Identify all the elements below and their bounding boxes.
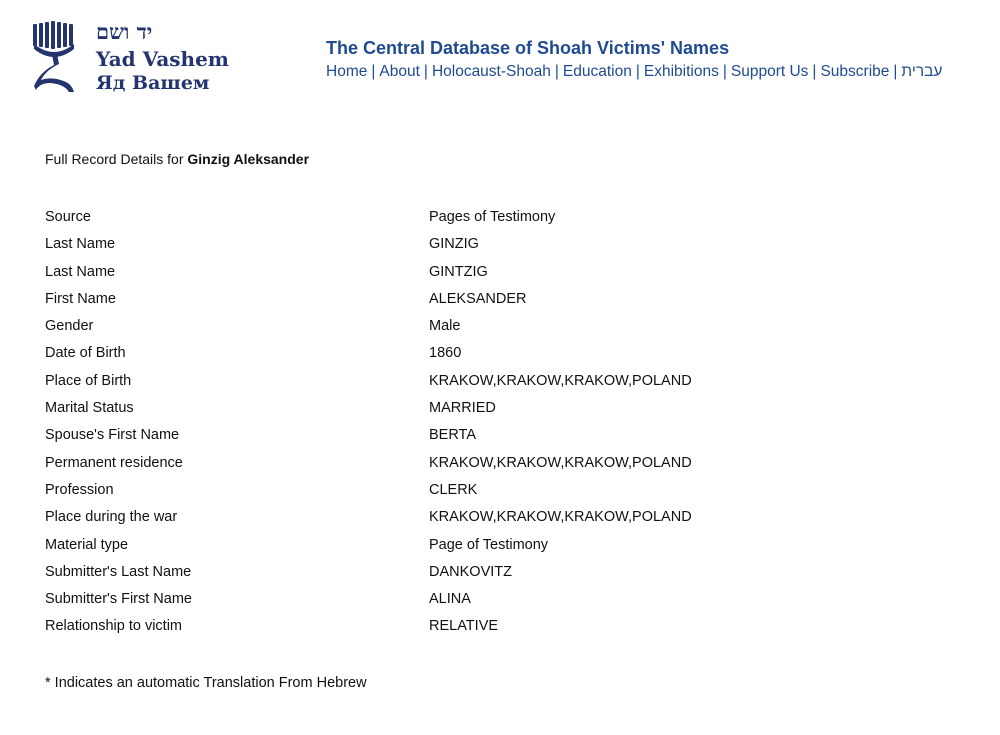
detail-value: RELATIVE bbox=[429, 618, 499, 635]
detail-row bbox=[45, 260, 805, 287]
detail-value: ALEKSANDER bbox=[429, 290, 527, 307]
top-nav bbox=[326, 63, 942, 81]
logo-hebrew-text: יד ושם bbox=[96, 19, 153, 44]
detail-row bbox=[45, 205, 805, 232]
detail-row bbox=[45, 478, 805, 505]
nav-link-education[interactable]: Education bbox=[562, 63, 632, 80]
detail-label: Date of Birth bbox=[45, 345, 126, 362]
nav-link-hebrew[interactable]: עברית bbox=[901, 63, 943, 80]
detail-label: Place during the war bbox=[45, 509, 178, 526]
detail-row bbox=[45, 287, 805, 314]
detail-row bbox=[45, 232, 805, 259]
detail-label: Submitter's Last Name bbox=[45, 563, 192, 580]
nav-separator: | bbox=[635, 63, 640, 80]
detail-row bbox=[45, 423, 805, 450]
nav-separator: | bbox=[554, 63, 559, 80]
nav-link-holocaust-shoah[interactable]: Holocaust-Shoah bbox=[431, 63, 551, 80]
detail-label: Spouse's First Name bbox=[45, 427, 180, 444]
detail-value: GINZIG bbox=[429, 236, 479, 253]
nav-link-about[interactable]: About bbox=[379, 63, 420, 80]
detail-value: Page of Testimony bbox=[429, 536, 549, 553]
detail-label: Permanent residence bbox=[45, 454, 183, 471]
record-heading-prefix: Full Record Details for bbox=[45, 151, 184, 167]
detail-row bbox=[45, 587, 805, 614]
record-heading bbox=[45, 151, 309, 167]
nav-separator: | bbox=[423, 63, 428, 80]
record-details-table bbox=[45, 205, 805, 642]
detail-value: MARRIED bbox=[429, 400, 496, 417]
detail-label: Submitter's First Name bbox=[45, 591, 192, 608]
site-title: The Central Database of Shoah Victims' Names bbox=[326, 38, 730, 58]
logo-cyrillic-text: Яд Вашем bbox=[96, 72, 210, 94]
record-person-name: Ginzig Aleksander bbox=[187, 151, 310, 167]
detail-value: CLERK bbox=[429, 481, 478, 498]
menorah-logo-icon bbox=[32, 20, 78, 96]
nav-separator: | bbox=[722, 63, 727, 80]
detail-value: KRAKOW,KRAKOW,KRAKOW,POLAND bbox=[429, 372, 692, 389]
detail-value: KRAKOW,KRAKOW,KRAKOW,POLAND bbox=[429, 509, 692, 526]
detail-label: Source bbox=[45, 209, 91, 225]
detail-label: Last Name bbox=[45, 263, 116, 280]
detail-row bbox=[45, 614, 805, 641]
detail-value: Pages of Testimony bbox=[429, 209, 556, 225]
nav-link-home[interactable]: Home bbox=[326, 63, 368, 80]
detail-label: Gender bbox=[45, 318, 94, 335]
detail-row bbox=[45, 560, 805, 587]
detail-value: BERTA bbox=[429, 427, 477, 444]
translation-footnote: * Indicates an automatic Translation From Hebrew bbox=[45, 675, 367, 691]
detail-row bbox=[45, 451, 805, 478]
nav-separator: | bbox=[371, 63, 376, 80]
nav-link-subscribe[interactable]: Subscribe bbox=[820, 63, 890, 80]
detail-row bbox=[45, 533, 805, 560]
detail-value: Male bbox=[429, 318, 461, 335]
detail-value: ALINA bbox=[429, 591, 471, 608]
detail-value: GINTZIG bbox=[429, 263, 488, 280]
nav-separator: | bbox=[812, 63, 817, 80]
detail-label: Profession bbox=[45, 481, 114, 498]
detail-value: DANKOVITZ bbox=[429, 563, 512, 580]
logo-latin-text: Yad Vashem bbox=[96, 47, 229, 71]
detail-value: KRAKOW,KRAKOW,KRAKOW,POLAND bbox=[429, 454, 692, 471]
detail-row bbox=[45, 396, 805, 423]
detail-row bbox=[45, 314, 805, 341]
nav-link-exhibitions[interactable]: Exhibitions bbox=[643, 63, 719, 80]
nav-link-support-us[interactable]: Support Us bbox=[730, 63, 809, 80]
detail-label: First Name bbox=[45, 290, 116, 307]
detail-label: Marital Status bbox=[45, 400, 134, 417]
yad-vashem-logo[interactable] bbox=[32, 18, 232, 98]
nav-separator: | bbox=[893, 63, 898, 80]
detail-label: Place of Birth bbox=[45, 372, 132, 389]
detail-row bbox=[45, 505, 805, 532]
detail-label: Last Name bbox=[45, 236, 116, 253]
detail-label: Relationship to victim bbox=[45, 618, 182, 635]
detail-row bbox=[45, 369, 805, 396]
detail-label: Material type bbox=[45, 536, 129, 553]
detail-row bbox=[45, 341, 805, 368]
detail-value: 1860 bbox=[429, 345, 462, 362]
